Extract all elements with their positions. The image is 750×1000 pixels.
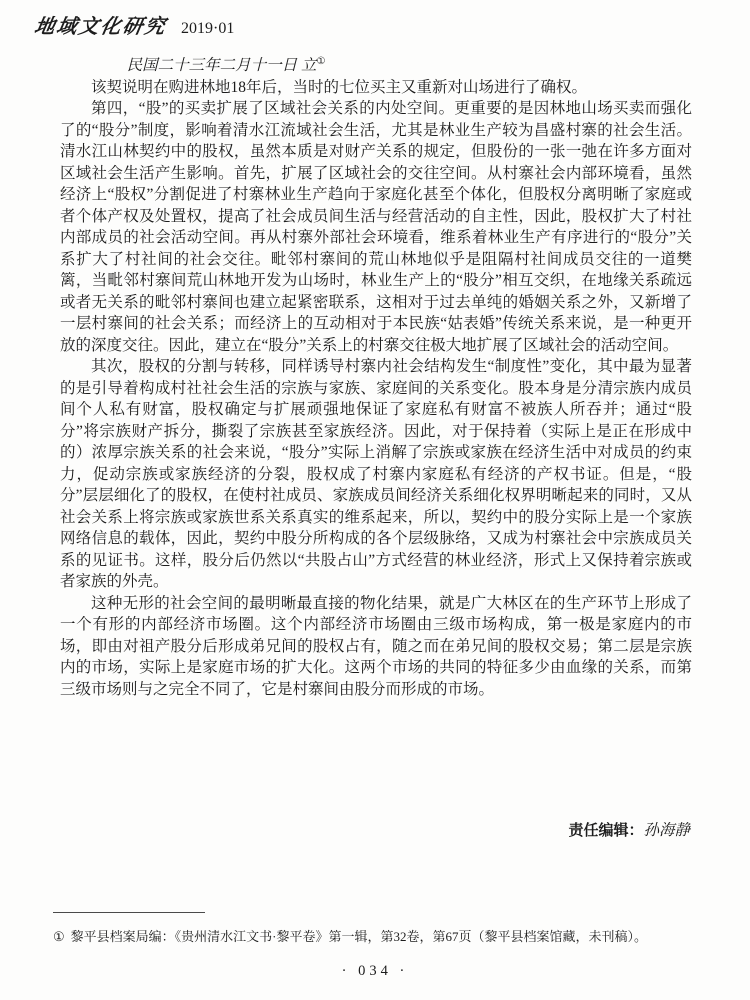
journal-title: 地域文化研究 [32, 16, 169, 38]
footnote [53, 928, 698, 946]
responsible-editor-line [568, 818, 690, 840]
contract-date-text: 民国二十三年二月十一日 立 [126, 57, 317, 74]
paragraph: 这种无形的社会空间的最明晰最直接的物化结果，就是广大林区在的生产环节上形成了一个有形的内部经济市场圈。这个内部经济市场圈由三级市场构成，第一极是家庭内的市场，即由对祖产股分后形成弟兄间的股权占有，随之而在弟兄间的股权交易；第二层是宗族内的市场，实际上是家庭市场的扩大化。这两个市场的共同的特征多少由血缘的关系，而第三级市场则与之完全不同了，它是村寨间由股分而形成的市场。 [60, 594, 692, 698]
editor-label: 责任编辑： [568, 822, 644, 839]
paragraph: 该契说明在购进林地18年后，当时的七位买主又重新对山场进行了确权。 [91, 78, 588, 96]
running-head [32, 10, 235, 39]
page-number: · 034 · [341, 963, 409, 979]
footnote-reference-marker: ① [316, 55, 326, 67]
contract-date-line [60, 55, 692, 77]
editor-name: 孙海静 [643, 822, 690, 839]
issue-number: 2019·01 [181, 20, 235, 37]
paragraph: 其次，股权的分割与转移，同样诱导村寨内社会结构发生“制度性”变化，其中最为显著的是引导着构成村社社会生活的宗族与家族、家庭间的关系变化。股本身是分清宗族内成员间个人私有财富，股权确定与扩展顽强地保证了家庭私有财富不被族人所吞并；通过“股分”将宗族财产拆分，撕裂了宗族甚至家族经济。因此，对于保持着（实际上是正在形成中的）浓厚宗族关系的社会来说，“股分”实际上消解了宗族或家族在经济生活中对成员的约束力，促动宗族或家族经济的分裂，股权成了村寨内家庭私有经济的产权书证。但是，“股分”层层细化了的股权，在使村社成员、家族成员间经济关系细化权界明晰起来的同时，又从社会关系上将宗族或家族世系关系真实的维系起来，所以，契约中的股分实际上是一个家族网络信息的载体，因此，契约中股分所构成的各个层级脉络，又成为村寨社会中宗族成员关系的见证书。这样，股分后仍然以“共股占山”方式经营的林业经济，形式上又保持着宗族或者家族的外壳。 [60, 358, 692, 590]
article-body [60, 55, 692, 700]
paragraph: 第四，“股”的买卖扩展了区域社会关系的内处空间。更重要的是因林地山场买卖而强化了的“股分”制度，影响着清水江流域社会生活，尤其是林业生产较为昌盛村寨的社会生活。清水江山林契约中的股权，虽然本质是对财产关系的规定，但股份的一张一弛在许多方面对区域社会生活产生影响。首先，扩展了区域社会的交往空间。从村寨社会内部环境看，虽然经济上“股权”分割促进了村寨林业生产趋向于家庭化甚至个体化，但股权分离明晰了家庭或者个体产权及处置权，提高了社会成员间生活与经营活动的自主性，因此，股权扩大了村社内部成员的社会活动空间。再从村寨外部社会环境看，维系着林业生产有序进行的“股分”关系扩大了村社间的社会交往。毗邻村寨间的荒山林地似乎是阻隔村社间成员交往的一道樊篱，当毗邻村寨间荒山林地开发为山场时，林业生产上的“股分”相互交织，在地缘关系疏远或者无关系的毗邻村寨间也建立起紧密联系，这相对于过去单纯的婚姻关系之外，又新增了一层村寨间的社会关系；而经济上的互动相对于本民族“姑表婚”传统关系来说，是一种更开放的深度交往。因此，建立在“股分”关系上的村寨交往极大地扩展了区域社会的活动空间。 [60, 100, 692, 354]
footnote-marker: ① [53, 929, 65, 944]
footnote-divider [53, 912, 205, 913]
footnote-text: 黎平县档案局编：《贵州清水江文书·黎平卷》第一辑，第32卷，第67页（黎平县档案馆藏，未刊稿）。 [70, 929, 647, 944]
